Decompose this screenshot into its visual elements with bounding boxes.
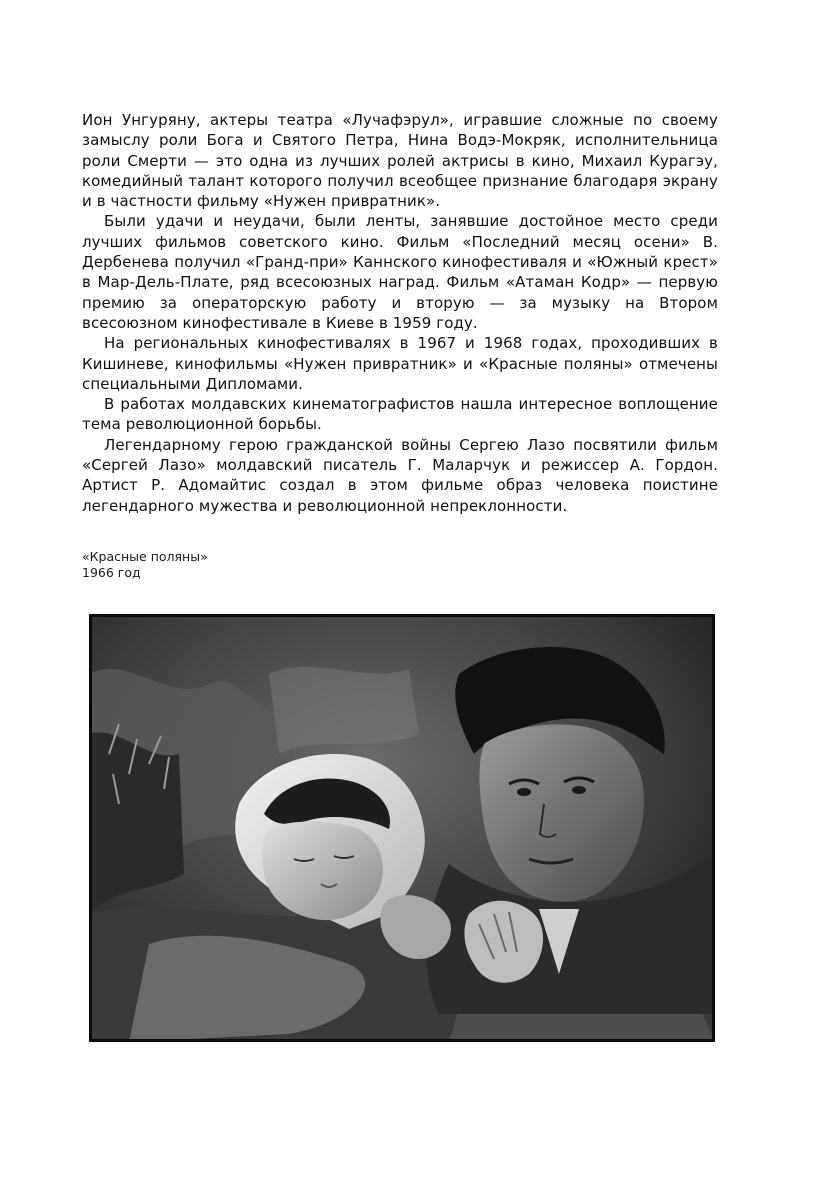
film-still-photo [89,614,715,1042]
paragraph: Ион Унгуряну, актеры театра «Лучафэрул», игравшие сложные по своему замыслу роли Бога и Святого Петра, Нина Водэ-Мокряк, исполнительница роли Смерти — это одна из лучших ролей актрисы в кино, Михаил Курагэу, комедийный талант которого получил всеобщее признание благодаря экрану и в частности фильму «Нужен привратник». [82,111,718,211]
paragraph: Были удачи и неудачи, были ленты, занявшие достойное место среди лучших фильмов советского кино. Фильм «Последний месяц осени» В. Дербенева получил «Гранд-при» Каннского кинофестиваля и «Южный крест» в Мар-Дель-Плате, ряд всесоюзных наград. Фильм «Атаман Кодр» — первую премию за операторскую работу и вторую — за музыку на Втором всесоюзном кинофестивале в Киеве в 1959 году. [82,212,718,332]
photo-caption [82,549,382,581]
paragraph: На региональных кинофестивалях в 1967 и 1968 годах, проходивших в Кишиневе, кинофильмы «Нужен привратник» и «Красные поляны» отмечены специальными Дипломами. [82,334,718,393]
caption-title: «Красные поляны» [82,549,208,564]
paragraph: Легендарному герою гражданской войны Сергею Лазо посвятили фильм «Сергей Лазо» молдавский писатель Г. Маларчук и режиссер А. Гордон. Артист Р. Адомайтис создал в этом фильме образ человека поистине легендарного мужества и революционной непреклонности. [82,435,718,515]
caption-year: 1966 год [82,565,141,580]
body-text [82,110,718,516]
paragraph: В работах молдавских кинематографистов нашла интересное воплощение тема революционной борьбы. [82,395,718,434]
film-still-image [89,614,715,1042]
